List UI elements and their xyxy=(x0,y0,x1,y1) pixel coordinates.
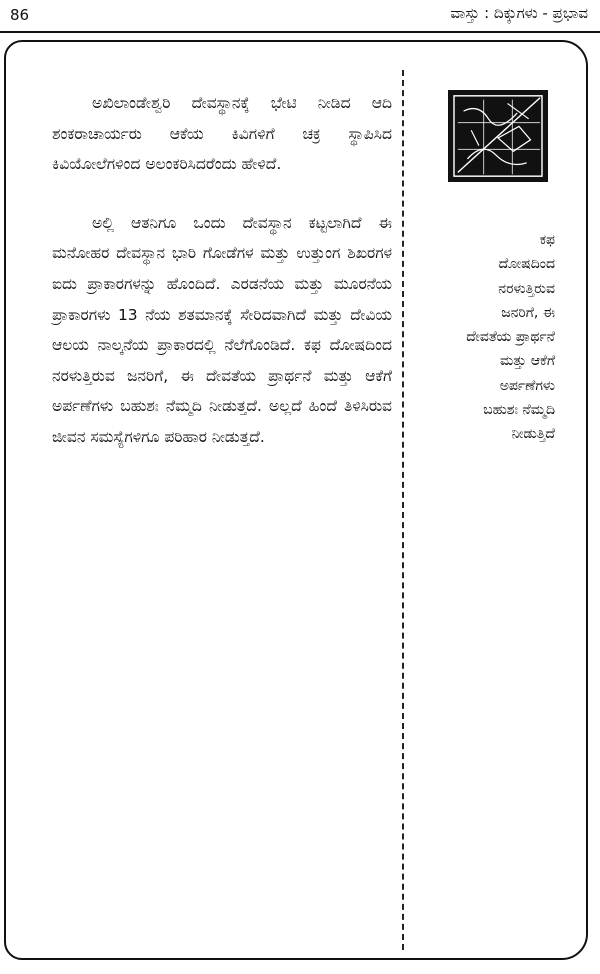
header-rule xyxy=(0,31,600,33)
sidebar-line: ನರಳುತ್ತಿರುವ xyxy=(498,280,555,297)
column-divider xyxy=(402,70,404,950)
page-number: 86 xyxy=(10,6,30,24)
sidebar-line: ಜನರಿಗೆ, ಈ xyxy=(501,304,555,321)
sidebar-line: ನೀಡುತ್ತಿದೆ xyxy=(511,426,555,443)
sidebar-line: ಮತ್ತು ಆಕೆಗೆ xyxy=(499,353,555,370)
paragraph: ಅಖಿಲಾಂಡೇಶ್ವರಿ ದೇವಸ್ಥಾನಕ್ಕೆ ಭೇಟಿ ನೀಡಿದ ಆದಿ ಶಂಕರಾಚಾರ್ಯರು ಆಕೆಯ ಕಿವಿಗಳಿಗೆ ಚಕ್ರ ಸ್ಥಾಪಿಸಿದ ಕಿವಿಯೋಲೆಗಳಿಂದ ಅಲಂಕರಿಸಿದರೆಂದು ಹೇಳಿದೆ. xyxy=(52,94,392,174)
yantra-motif-icon xyxy=(448,90,548,182)
paragraph: ಅಲ್ಲಿ ಆತನಿಗೂ ಒಂದು ದೇವಸ್ಥಾನ ಕಟ್ಟಲಾಗಿದೆ ಈ ಮನೋಹರ ದೇವಸ್ಥಾನ ಭಾರಿ ಗೋಡೆಗಳ ಮತ್ತು ಉತ್ತುಂಗ ಶಿಖರಗಳ ಐದು ಪ್ರಾಕಾರಗಳನ್ನು ಹೊಂದಿದೆ. ಎರಡನೆಯ ಮತ್ತು ಮೂರನೆಯ ಪ್ರಾಕಾರಗಳು 13 ನೆಯ ಶತಮಾನಕ್ಕೆ ಸೇರಿದವಾಗಿದೆ ಮತ್ತು ದೇವಿಯ ಆಲಯ ನಾಲ್ಕನೆಯ ಪ್ರಾಕಾರದಲ್ಲಿ ನೆಲೆಗೊಂಡಿದೆ. ಕಫ ದೋಷದಿಂದ ನರಳುತ್ತಿರುವ ಜನರಿಗೆ, ಈ ದೇವತೆಯ ಪ್ರಾರ್ಥನೆ ಮತ್ತು ಆಕೆಗೆ ಅರ್ಪಣೆಗಳು ಬಹುಶಃ ನೆಮ್ಮದಿ ನೀಡುತ್ತದೆ. ಅಲ್ಲದೆ ಹಿಂದೆ ತಿಳಿಸಿರುವ ಜೀವನ ಸಮಸ್ಯೆಗಳಿಗೂ ಪರಿಹಾರ ನೀಡುತ್ತದೆ. xyxy=(52,213,392,446)
running-title: ವಾಸ್ತು : ದಿಕ್ಕುಗಳು - ಪ್ರಭಾವ xyxy=(450,4,588,22)
sidebar-line: ಅರ್ಪಣೆಗಳು xyxy=(499,377,555,394)
sidebar-text xyxy=(410,228,555,447)
sidebar-line: ದೋಷದಿಂದ xyxy=(498,256,555,273)
sidebar-line: ಬಹುಶಃ ನೆಮ್ಮದಿ xyxy=(483,402,555,419)
yantra-motif-graphic xyxy=(450,92,546,180)
main-text-column xyxy=(52,88,392,453)
sidebar-line: ದೇವತೆಯ ಪ್ರಾರ್ಥನೆ xyxy=(466,329,555,346)
sidebar-line: ಕಫ xyxy=(539,232,555,248)
